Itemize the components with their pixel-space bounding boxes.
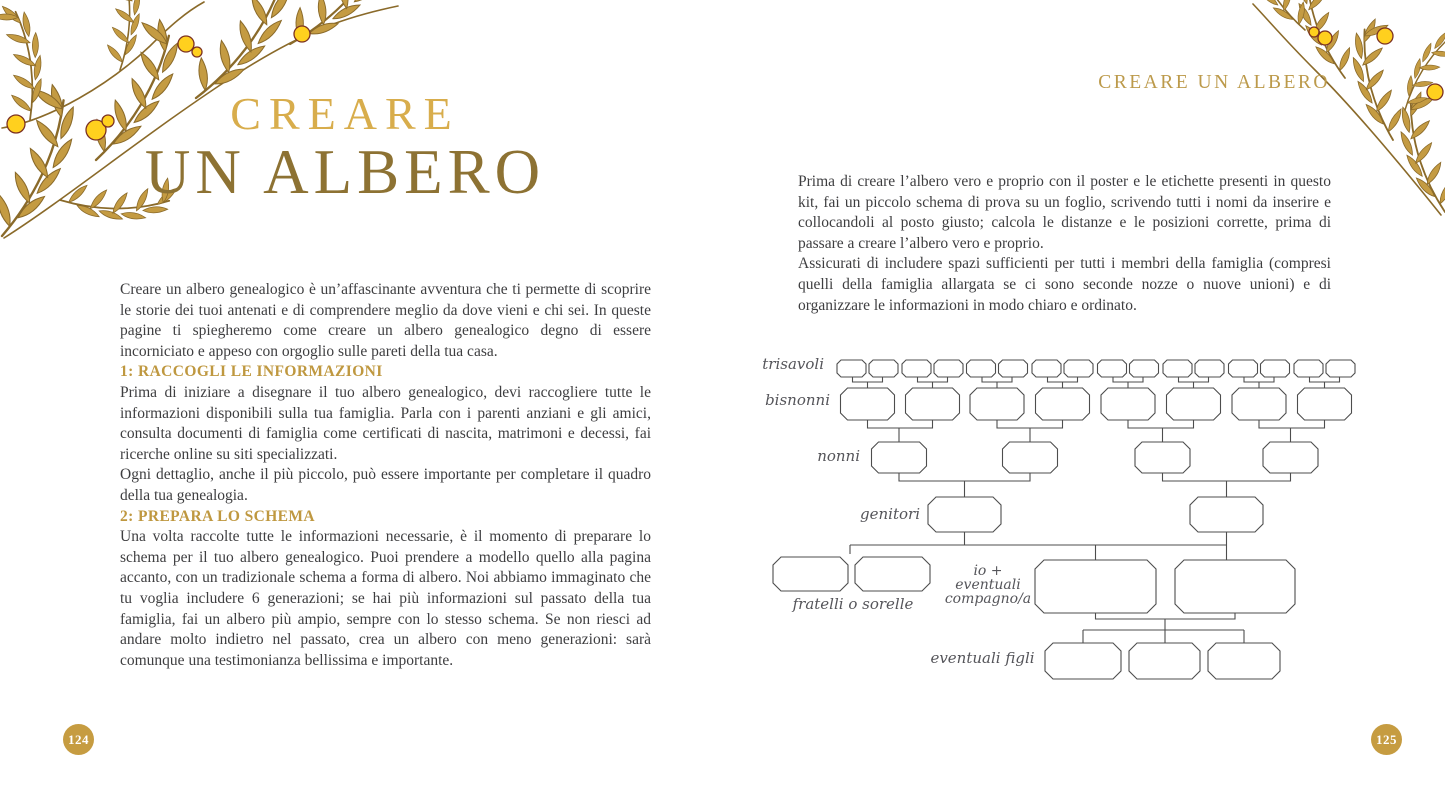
tree-name-box <box>1195 360 1224 377</box>
tree-name-box <box>934 360 963 377</box>
tree-connector <box>868 420 933 442</box>
tree-name-box <box>1229 360 1258 377</box>
tree-name-box <box>855 557 930 591</box>
tree-name-box <box>928 497 1001 532</box>
family-tree-diagram <box>760 348 1375 693</box>
section-1-paragraph-1: Prima di iniziare a disegnare il tuo albero genealogico, devi raccogliere tutte le informazioni disponibili sulla tua famiglia. Parla con i parenti anziani e gli amici, consulta documenti di famiglia come certificati di nascita, matrimoni e decessi, fai ricerche online su siti specializzati. <box>120 383 651 463</box>
tree-name-box <box>869 360 898 377</box>
tree-connector <box>1163 473 1291 497</box>
tree-name-box <box>999 360 1028 377</box>
tree-name-box <box>1035 560 1156 613</box>
tree-name-box <box>1036 388 1090 420</box>
tree-connector <box>1244 377 1274 388</box>
tree-name-box <box>1232 388 1286 420</box>
tree-name-box <box>1098 360 1127 377</box>
tree-label-trisavoli: trisavoli <box>762 355 824 373</box>
page-title <box>110 88 580 208</box>
tree-connector <box>1048 377 1078 388</box>
tree-name-box <box>841 388 895 420</box>
tree-name-box <box>1135 442 1190 473</box>
tree-name-box <box>1130 360 1159 377</box>
tree-name-box <box>1167 388 1221 420</box>
tree-name-box <box>1298 388 1352 420</box>
tree-name-box <box>837 360 866 377</box>
tree-name-box <box>1208 643 1280 679</box>
tree-name-box <box>1101 388 1155 420</box>
tree-connector <box>1083 613 1244 643</box>
tree-name-box <box>1175 560 1295 613</box>
tree-name-box <box>872 442 927 473</box>
tree-connector <box>1113 377 1143 388</box>
tree-name-box <box>902 360 931 377</box>
tree-connector <box>1310 377 1340 388</box>
tree-name-box <box>1129 643 1200 679</box>
tree-label-nonni: nonni <box>817 447 860 465</box>
intro-paragraph: Creare un albero genealogico è un’affascinante avventura che ti permette di scoprire le storie dei tuoi antenati e di comprendere meglio da dove vieni e chi sei. In queste pagine ti spiegheremo come creare un albero genealogico degno di essere incorniciato e appeso con orgoglio sulle pareti della tua casa. <box>120 281 651 360</box>
tree-name-box <box>1064 360 1093 377</box>
tree-name-box <box>1263 442 1318 473</box>
section-2-heading: 2: PREPARA LO SCHEMA <box>120 507 316 525</box>
tree-label-io-line-1: io + <box>973 563 1003 579</box>
tree-name-box <box>773 557 848 591</box>
tree-name-box <box>1190 497 1263 532</box>
section-1-heading: 1: RACCOGLI LE INFORMAZIONI <box>120 363 383 381</box>
tree-connector <box>899 473 1030 497</box>
tree-connector <box>997 420 1063 442</box>
tree-name-box <box>970 388 1024 420</box>
right-page-text-column <box>798 172 1331 316</box>
page-number-badge-right: 125 <box>1371 724 1402 755</box>
tree-name-box <box>1045 643 1121 679</box>
tree-connector <box>982 377 1012 388</box>
page-title-line-1: CREARE <box>230 88 460 140</box>
tree-name-box <box>1326 360 1355 377</box>
right-paragraph-2: Assicurati di includere spazi sufficienti per tutti i membri della famiglia (compresi quelli della famiglia allargata se ci sono seconde nozze o nuove unioni) e di organizzare le informazioni in modo chiaro e ordinato. <box>798 255 1331 314</box>
tree-label-bisnonni: bisnonni <box>765 391 830 409</box>
tree-name-box <box>906 388 960 420</box>
tree-label-eventuali-figli: eventuali figli <box>930 649 1035 667</box>
tree-connector <box>1179 377 1209 388</box>
tree-connector <box>1259 420 1325 442</box>
page-number-badge-left: 124 <box>63 724 94 755</box>
tree-name-box <box>967 360 996 377</box>
tree-label-fratelli-o-sorelle: fratelli o sorelle <box>792 595 914 613</box>
tree-name-box <box>1032 360 1061 377</box>
tree-name-box <box>1003 442 1058 473</box>
tree-connector <box>850 532 1227 560</box>
tree-label-io-line-3: compagno/a <box>944 591 1032 607</box>
tree-label-genitori: genitori <box>860 505 920 523</box>
section-2-paragraph: Una volta raccolte tutte le informazioni necessarie, è il momento di preparare lo schema per il tuo albero genealogico. Puoi prendere a modello quello alla pagina accanto, con un tradizionale schema a forma di albero. Noi abbiamo immaginato che tu voglia includere 6 generazioni; se hai più informazioni sul passato della tua famiglia, fai un albero più ampio, sempre con lo stesso schema. Se non riesci ad andare molto indietro nel passato, crea un albero con meno generazioni: sarà comunque una testimonianza bellissima e importante. <box>120 528 651 669</box>
right-paragraph-1: Prima di creare l’albero vero e proprio con il poster e le etichette presenti in questo kit, fai un piccolo schema di prova su un foglio, scrivendo tutti i nomi da inserire e collocandoli al posto giusto; calcola le distanze e le posizioni corrette, prima di passare a creare l’albero vero e proprio. <box>798 173 1331 252</box>
left-page-text-column <box>120 280 651 671</box>
section-1-paragraph-2: Ogni dettaglio, anche il più piccolo, può essere importante per completare il quadro della tua genealogia. <box>120 466 651 504</box>
tree-connector <box>1128 420 1194 442</box>
tree-connector <box>918 377 948 388</box>
running-header: CREARE UN ALBERO <box>1098 72 1330 93</box>
tree-connector <box>853 377 883 388</box>
tree-label-io-line-2: eventuali <box>955 577 1021 593</box>
tree-name-box <box>1163 360 1192 377</box>
tree-name-box <box>1294 360 1323 377</box>
page-title-line-2: UN ALBERO <box>144 137 546 208</box>
tree-label-io-eventuali-compagno <box>938 564 1038 606</box>
tree-name-box <box>1261 360 1290 377</box>
